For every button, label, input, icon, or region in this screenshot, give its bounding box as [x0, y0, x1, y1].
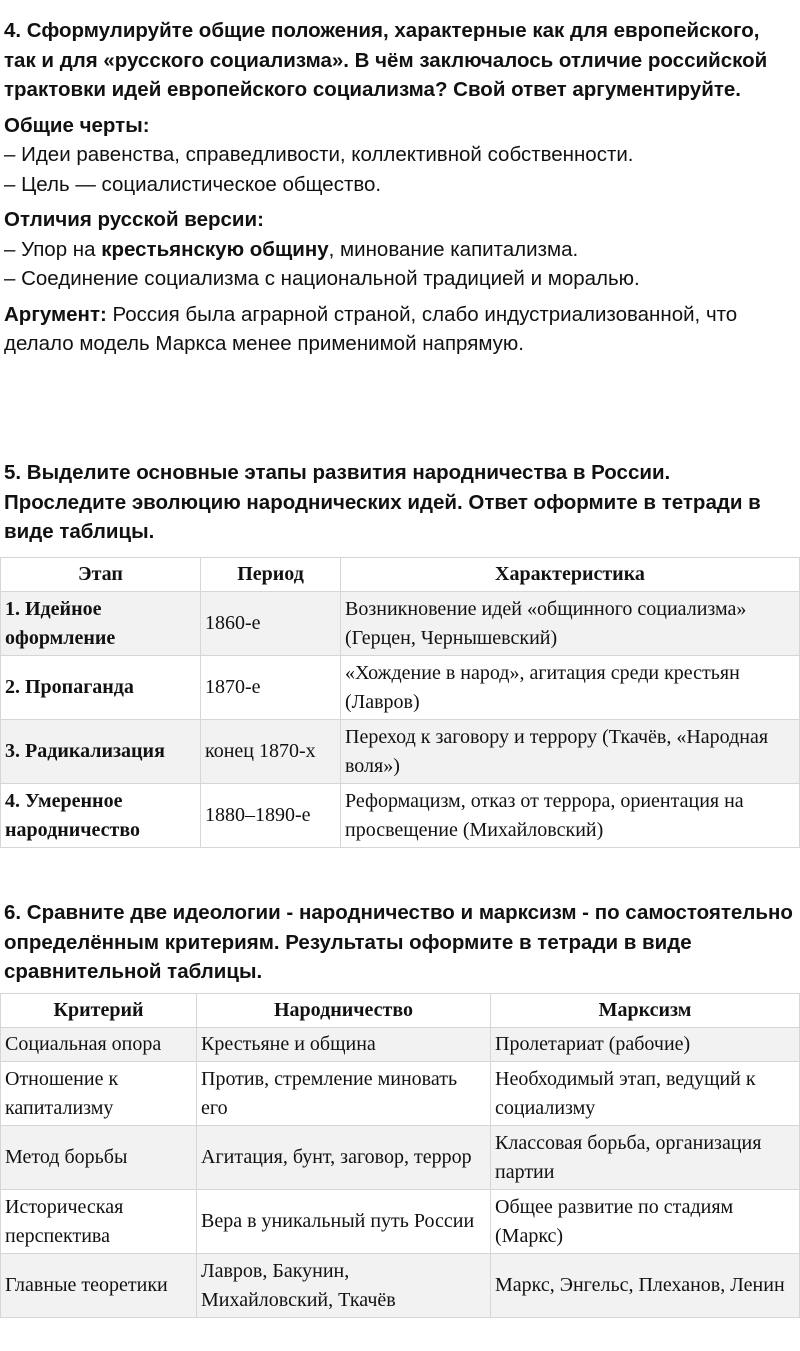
difference-item [4, 235, 794, 265]
table-row [1, 1028, 800, 1062]
cell: Пролетариат (рабочие) [491, 1028, 800, 1062]
cell: 4. Умеренное народничество [1, 784, 201, 848]
column-header: Народничество [197, 994, 491, 1028]
cell: Лавров, Бакунин, Михайловский, Ткачёв [197, 1254, 491, 1318]
table-row [1, 1062, 800, 1126]
table-row [1, 656, 800, 720]
text: – Упор на [4, 237, 102, 261]
cell: Агитация, бунт, заговор, террор [197, 1126, 491, 1190]
table-header-row [1, 558, 800, 592]
difference-item: – Соединение социализма с национальной традицией и моралью. [4, 267, 640, 290]
cell: Классовая борьба, организация партии [491, 1126, 800, 1190]
cell: Против, стремление миновать его [197, 1062, 491, 1126]
stages-table [0, 557, 800, 848]
cell: 1880–1890-е [201, 784, 341, 848]
cell: 1870-е [201, 656, 341, 720]
column-header: Характеристика [341, 558, 800, 592]
question-5-text: 5. Выделите основные этапы развития народничества в России. Проследите эволюцию народнических идей. Ответ оформите в тетради в виде таблицы. [4, 461, 761, 543]
cell: Реформацизм, отказ от террора, ориентация на просвещение (Михайловский) [341, 784, 800, 848]
column-header: Период [201, 558, 341, 592]
common-feature: – Идеи равенства, справедливости, коллективной собственности. [4, 143, 634, 166]
table-row [1, 1254, 800, 1318]
cell: Возникновение идей «общинного социализма» (Герцен, Чернышевский) [341, 592, 800, 656]
table-row [1, 784, 800, 848]
table-header-row [1, 994, 800, 1028]
column-header: Марксизм [491, 994, 800, 1028]
argument-label: Аргумент: [4, 302, 107, 326]
common-features-title: Общие черты: [4, 113, 150, 137]
column-header: Критерий [1, 994, 197, 1028]
text: , минование капитализма. [328, 237, 579, 261]
table-row [1, 1190, 800, 1254]
question-4-text: 4. Сформулируйте общие положения, характерные как для европейского, так и для «русского социализма». В чём заключалось отличие российской трактовки идей европейского социализма? Свой ответ аргументируйте. [4, 19, 768, 101]
cell: Социальная опора [1, 1028, 197, 1062]
cell: Отношение к капитализму [1, 1062, 197, 1126]
argument [4, 300, 794, 359]
argument-text: Россия была аграрной страной, слабо индустриализованной, что делало модель Маркса менее применимой напрямую. [4, 302, 738, 355]
common-feature: – Цель — социалистическое общество. [4, 172, 382, 196]
comparison-table [0, 993, 800, 1318]
cell: Крестьяне и община [197, 1028, 491, 1062]
cell: Общее развитие по стадиям (Маркс) [491, 1190, 800, 1254]
table-row [1, 592, 800, 656]
differences-title: Отличия русской версии: [4, 208, 264, 231]
cell: Необходимый этап, ведущий к социализму [491, 1062, 800, 1126]
cell: Вера в уникальный путь России [197, 1190, 491, 1254]
table-row [1, 1126, 800, 1190]
cell: 1860-е [201, 592, 341, 656]
cell: Главные теоретики [1, 1254, 197, 1318]
column-header: Этап [1, 558, 201, 592]
question-6-text: 6. Сравните две идеологии - народничество и марксизм - по самостоятельно определённым критериям. Результаты оформите в тетради в виде сравнительной таблицы. [4, 901, 793, 983]
cell: 1. Идейное оформление [1, 592, 201, 656]
cell: 3. Радикализация [1, 720, 201, 784]
emphasis: крестьянскую общину [101, 237, 329, 261]
cell: Историческая перспектива [1, 1190, 197, 1254]
cell: Переход к заговору и террору (Ткачёв, «Народная воля») [341, 720, 800, 784]
cell: «Хождение в народ», агитация среди крестьян (Лавров) [341, 656, 800, 720]
cell: Маркс, Энгельс, Плеханов, Ленин [491, 1254, 800, 1318]
question-4 [4, 16, 794, 359]
cell: Метод борьбы [1, 1126, 197, 1190]
table-row [1, 720, 800, 784]
cell: конец 1870-х [201, 720, 341, 784]
cell: 2. Пропаганда [1, 656, 201, 720]
